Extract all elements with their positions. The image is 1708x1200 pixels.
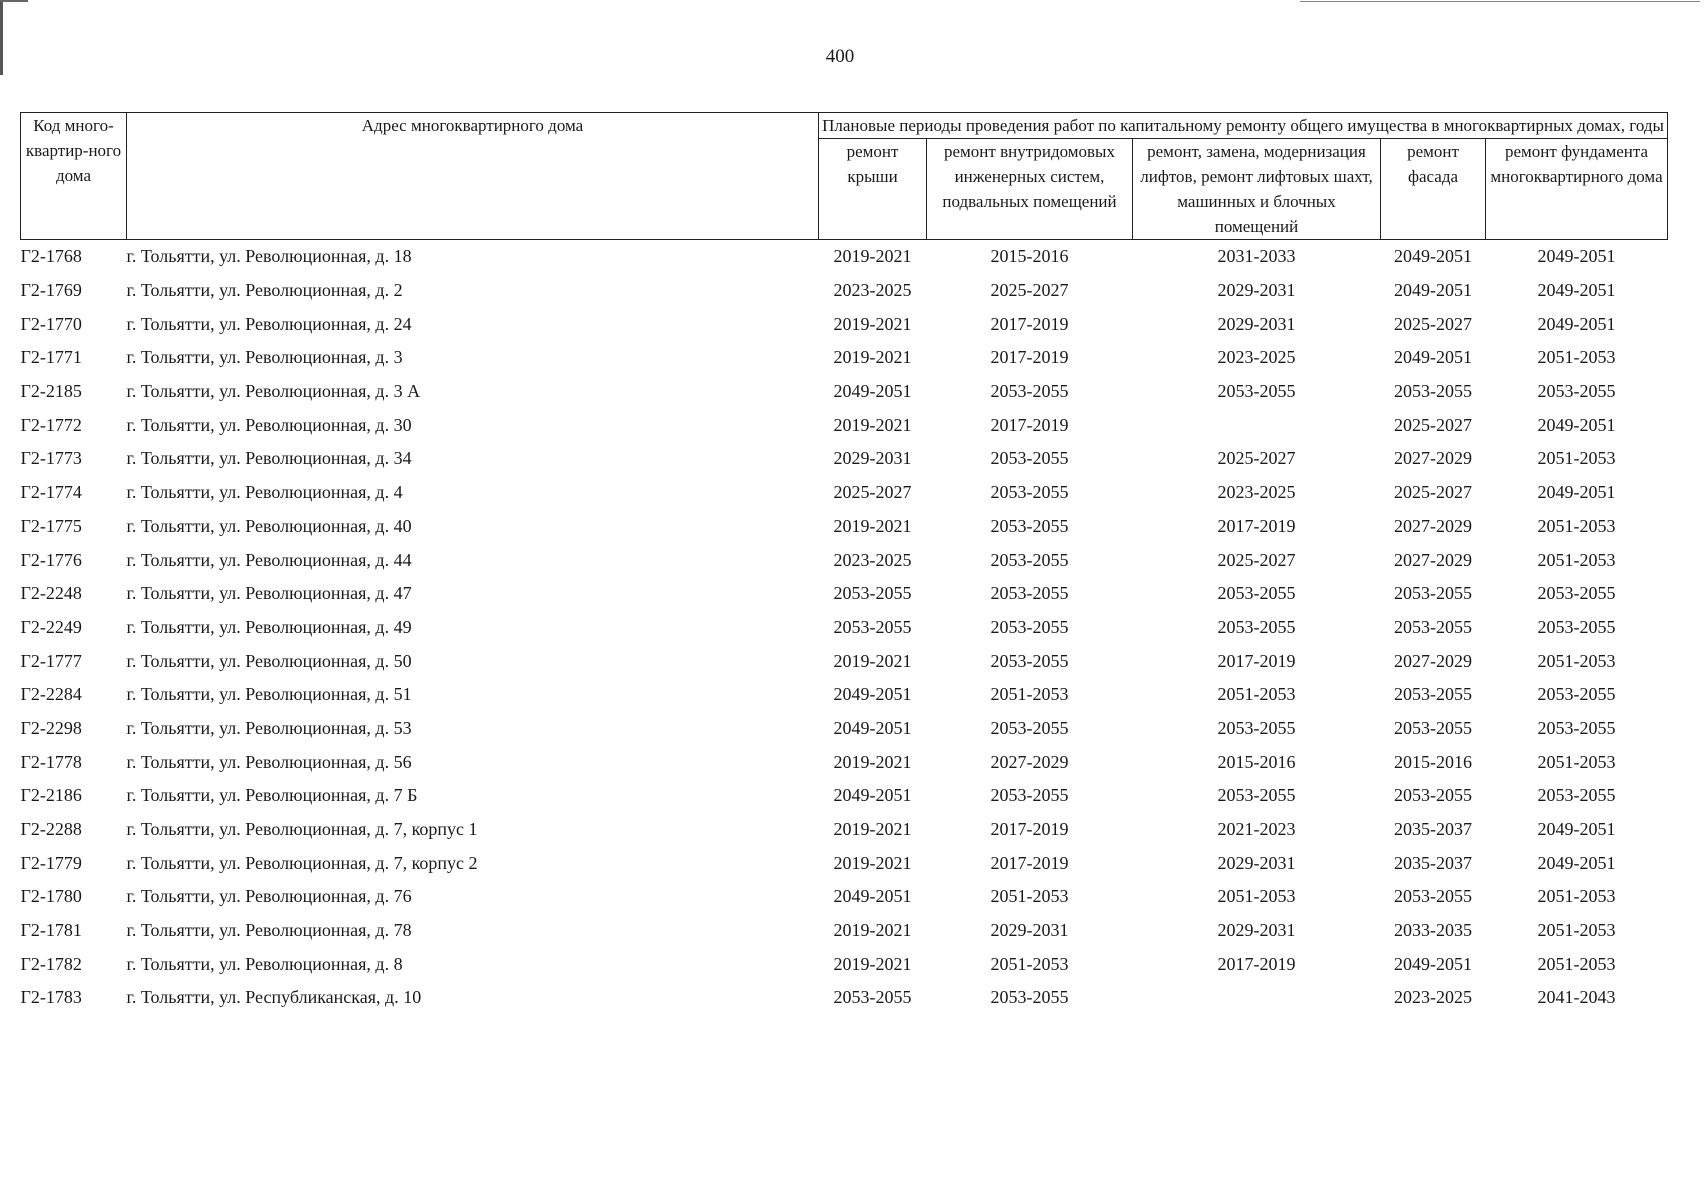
cell-roof: 2053-2055 <box>833 987 912 1008</box>
table-row <box>21 914 1668 948</box>
cell-roof: 2019-2021 <box>833 313 912 334</box>
cell-foundation: 2053-2055 <box>1537 583 1616 604</box>
cell-code: Г2-1775 <box>20 515 82 536</box>
cell-engineering: 2025-2027 <box>990 280 1069 301</box>
table-row <box>21 779 1668 813</box>
cell-roof: 2019-2021 <box>833 920 912 941</box>
cell-engineering: 2053-2055 <box>990 717 1069 738</box>
cell-foundation: 2049-2051 <box>1537 414 1616 435</box>
cell-facade: 2027-2029 <box>1394 448 1472 469</box>
cell-facade: 2027-2029 <box>1394 549 1472 570</box>
cell-address: г. Тольятти, ул. Революционная, д. 78 <box>126 920 412 941</box>
cell-address: г. Тольятти, ул. Революционная, д. 2 <box>126 280 403 301</box>
table-row <box>21 408 1668 442</box>
cell-roof: 2019-2021 <box>833 414 912 435</box>
cell-code: Г2-1776 <box>20 549 82 570</box>
header-facade: ремонт фасада <box>1381 139 1486 240</box>
cell-address: г. Тольятти, ул. Революционная, д. 4 <box>126 482 403 503</box>
cell-address: г. Тольятти, ул. Революционная, д. 7, корпус 1 <box>126 819 478 840</box>
cell-foundation: 2051-2053 <box>1537 347 1616 368</box>
cell-elevators: 2031-2033 <box>1217 246 1296 267</box>
cell-foundation: 2053-2055 <box>1537 684 1616 705</box>
cell-address: г. Тольятти, ул. Революционная, д. 47 <box>126 583 412 604</box>
cell-roof: 2019-2021 <box>833 751 912 772</box>
cell-engineering: 2053-2055 <box>990 549 1069 570</box>
cell-address: г. Тольятти, ул. Республиканская, д. 10 <box>126 987 422 1008</box>
cell-facade: 2049-2051 <box>1394 246 1472 267</box>
cell-elevators: 2021-2023 <box>1217 819 1296 840</box>
cell-code: Г2-1770 <box>20 313 82 334</box>
table-row <box>21 476 1668 510</box>
cell-foundation: 2053-2055 <box>1537 717 1616 738</box>
cell-address: г. Тольятти, ул. Революционная, д. 24 <box>126 313 412 334</box>
cell-roof: 2019-2021 <box>833 819 912 840</box>
cell-engineering: 2015-2016 <box>990 246 1069 267</box>
cell-elevators: 2017-2019 <box>1217 515 1296 536</box>
cell-code: Г2-2186 <box>20 785 82 806</box>
cell-engineering: 2017-2019 <box>990 414 1069 435</box>
table-row <box>21 274 1668 308</box>
cell-address: г. Тольятти, ул. Революционная, д. 56 <box>126 751 412 772</box>
cell-address: г. Тольятти, ул. Революционная, д. 7, корпус 2 <box>126 852 478 873</box>
cell-address: г. Тольятти, ул. Революционная, д. 76 <box>126 886 412 907</box>
cell-foundation: 2051-2053 <box>1537 920 1616 941</box>
cell-address: г. Тольятти, ул. Революционная, д. 7 Б <box>126 785 418 806</box>
cell-facade: 2049-2051 <box>1394 953 1472 974</box>
cell-engineering: 2053-2055 <box>990 448 1069 469</box>
header-periods-group: Плановые периоды проведения работ по капитальному ремонту общего имущества в многоквартирных домах, годы <box>819 113 1668 139</box>
cell-roof: 2053-2055 <box>833 616 912 637</box>
table-row <box>21 341 1668 375</box>
table-row <box>21 240 1668 274</box>
table-row <box>21 947 1668 981</box>
cell-address: г. Тольятти, ул. Революционная, д. 44 <box>126 549 412 570</box>
cell-roof: 2019-2021 <box>833 852 912 873</box>
cell-facade: 2053-2055 <box>1394 886 1472 907</box>
cell-engineering: 2053-2055 <box>990 785 1069 806</box>
cell-facade: 2053-2055 <box>1394 785 1472 806</box>
header-roof: ремонт крыши <box>819 139 927 240</box>
cell-address: г. Тольятти, ул. Революционная, д. 40 <box>126 515 412 536</box>
cell-facade: 2027-2029 <box>1394 650 1472 671</box>
cell-foundation: 2049-2051 <box>1537 280 1616 301</box>
table-header <box>21 113 1668 240</box>
cell-engineering: 2017-2019 <box>990 347 1069 368</box>
table-row <box>21 846 1668 880</box>
cell-address: г. Тольятти, ул. Революционная, д. 30 <box>126 414 412 435</box>
cell-engineering: 2053-2055 <box>990 987 1069 1008</box>
cell-foundation: 2053-2055 <box>1537 616 1616 637</box>
table-row <box>21 307 1668 341</box>
cell-roof: 2049-2051 <box>833 886 912 907</box>
table-row <box>21 880 1668 914</box>
cell-roof: 2049-2051 <box>833 684 912 705</box>
cell-engineering: 2029-2031 <box>990 920 1069 941</box>
cell-engineering: 2017-2019 <box>990 313 1069 334</box>
cell-code: Г2-1772 <box>20 414 82 435</box>
cell-foundation: 2049-2051 <box>1537 819 1616 840</box>
cell-foundation: 2051-2053 <box>1537 886 1616 907</box>
cell-code: Г2-1771 <box>20 347 82 368</box>
cell-roof: 2019-2021 <box>833 650 912 671</box>
cell-foundation: 2051-2053 <box>1537 549 1616 570</box>
cell-code: Г2-1780 <box>20 886 82 907</box>
cell-roof: 2019-2021 <box>833 953 912 974</box>
cell-engineering: 2053-2055 <box>990 616 1069 637</box>
cell-address: г. Тольятти, ул. Революционная, д. 18 <box>126 246 412 267</box>
cell-address: г. Тольятти, ул. Революционная, д. 34 <box>126 448 412 469</box>
cell-elevators: 2023-2025 <box>1217 482 1296 503</box>
cell-roof: 2019-2021 <box>833 515 912 536</box>
cell-roof: 2049-2051 <box>833 381 912 402</box>
cell-foundation: 2041-2043 <box>1537 987 1616 1008</box>
cell-elevators: 2029-2031 <box>1217 280 1296 301</box>
cell-engineering: 2017-2019 <box>990 852 1069 873</box>
cell-elevators <box>1133 981 1381 1015</box>
cell-elevators: 2017-2019 <box>1217 953 1296 974</box>
cell-elevators: 2051-2053 <box>1217 886 1296 907</box>
cell-elevators: 2017-2019 <box>1217 650 1296 671</box>
cell-code: Г2-2248 <box>20 583 82 604</box>
cell-elevators: 2029-2031 <box>1217 852 1296 873</box>
cell-code: Г2-2298 <box>20 717 82 738</box>
cell-facade: 2049-2051 <box>1394 347 1472 368</box>
cell-foundation: 2053-2055 <box>1537 381 1616 402</box>
table-row <box>21 712 1668 746</box>
cell-elevators: 2051-2053 <box>1217 684 1296 705</box>
cell-code: Г2-1777 <box>20 650 82 671</box>
table-row <box>21 644 1668 678</box>
cell-code: Г2-1781 <box>20 920 82 941</box>
cell-elevators: 2025-2027 <box>1217 549 1296 570</box>
cell-code: Г2-2288 <box>20 819 82 840</box>
cell-address: г. Тольятти, ул. Революционная, д. 3 <box>126 347 403 368</box>
cell-foundation: 2051-2053 <box>1537 751 1616 772</box>
cell-elevators: 2053-2055 <box>1217 616 1296 637</box>
table-body <box>21 240 1668 1015</box>
table-row <box>21 442 1668 476</box>
cell-roof: 2049-2051 <box>833 717 912 738</box>
cell-facade: 2015-2016 <box>1394 751 1472 772</box>
header-address: Адрес многоквартирного дома <box>127 113 819 240</box>
cell-code: Г2-1783 <box>20 987 82 1008</box>
cell-foundation: 2049-2051 <box>1537 482 1616 503</box>
table-row <box>21 543 1668 577</box>
cell-address: г. Тольятти, ул. Революционная, д. 50 <box>126 650 412 671</box>
cell-address: г. Тольятти, ул. Революционная, д. 8 <box>126 953 403 974</box>
cell-code: Г2-1782 <box>20 953 82 974</box>
cell-elevators: 2015-2016 <box>1217 751 1296 772</box>
cell-elevators: 2023-2025 <box>1217 347 1296 368</box>
cell-foundation: 2049-2051 <box>1537 313 1616 334</box>
table-row <box>21 510 1668 544</box>
cell-roof: 2049-2051 <box>833 785 912 806</box>
cell-elevators: 2053-2055 <box>1217 717 1296 738</box>
cell-roof: 2025-2027 <box>833 482 912 503</box>
cell-facade: 2053-2055 <box>1394 583 1472 604</box>
cell-engineering: 2053-2055 <box>990 583 1069 604</box>
cell-roof: 2029-2031 <box>833 448 912 469</box>
cell-foundation: 2051-2053 <box>1537 650 1616 671</box>
cell-facade: 2053-2055 <box>1394 684 1472 705</box>
cell-address: г. Тольятти, ул. Революционная, д. 53 <box>126 717 412 738</box>
table-row <box>21 375 1668 409</box>
cell-elevators: 2053-2055 <box>1217 583 1296 604</box>
cell-facade: 2053-2055 <box>1394 381 1472 402</box>
table-row <box>21 611 1668 645</box>
cell-code: Г2-1768 <box>20 246 82 267</box>
cell-address: г. Тольятти, ул. Революционная, д. 51 <box>126 684 412 705</box>
cell-roof: 2019-2021 <box>833 347 912 368</box>
page-number: 400 <box>825 46 855 67</box>
header-code: Код много-квартир-ного дома <box>21 113 127 240</box>
cell-elevators: 2029-2031 <box>1217 313 1296 334</box>
cell-elevators: 2053-2055 <box>1217 381 1296 402</box>
cell-foundation: 2053-2055 <box>1537 785 1616 806</box>
cell-code: Г2-1774 <box>20 482 82 503</box>
cell-engineering: 2053-2055 <box>990 515 1069 536</box>
cell-engineering: 2051-2053 <box>990 684 1069 705</box>
cell-engineering: 2017-2019 <box>990 819 1069 840</box>
cell-engineering: 2051-2053 <box>990 886 1069 907</box>
cell-facade: 2027-2029 <box>1394 515 1472 536</box>
cell-foundation: 2049-2051 <box>1537 246 1616 267</box>
cell-elevators: 2053-2055 <box>1217 785 1296 806</box>
cell-address: г. Тольятти, ул. Революционная, д. 3 А <box>126 381 421 402</box>
cell-code: Г2-2185 <box>20 381 82 402</box>
cell-facade: 2025-2027 <box>1394 482 1472 503</box>
cell-code: Г2-1778 <box>20 751 82 772</box>
cell-engineering: 2053-2055 <box>990 381 1069 402</box>
table-row <box>21 745 1668 779</box>
cell-foundation: 2051-2053 <box>1537 953 1616 974</box>
cell-facade: 2035-2037 <box>1394 852 1472 873</box>
cell-roof: 2023-2025 <box>833 280 912 301</box>
cell-engineering: 2053-2055 <box>990 650 1069 671</box>
cell-facade: 2033-2035 <box>1394 920 1472 941</box>
cell-roof: 2019-2021 <box>833 246 912 267</box>
cell-code: Г2-1779 <box>20 852 82 873</box>
capital-repair-schedule-table <box>20 112 1668 1015</box>
cell-code: Г2-1769 <box>20 280 82 301</box>
cell-code: Г2-1773 <box>20 448 82 469</box>
cell-elevators: 2025-2027 <box>1217 448 1296 469</box>
header-engineering: ремонт внутридомовых инженерных систем, подвальных помещений <box>927 139 1133 240</box>
cell-code: Г2-2284 <box>20 684 82 705</box>
scan-top-line <box>1300 1 1700 2</box>
table-row <box>21 813 1668 847</box>
cell-facade: 2035-2037 <box>1394 819 1472 840</box>
table-row <box>21 981 1668 1015</box>
cell-roof: 2023-2025 <box>833 549 912 570</box>
cell-code: Г2-2249 <box>20 616 82 637</box>
table-row <box>21 678 1668 712</box>
cell-facade: 2023-2025 <box>1394 987 1472 1008</box>
cell-facade: 2025-2027 <box>1394 414 1472 435</box>
cell-foundation: 2049-2051 <box>1537 852 1616 873</box>
cell-engineering: 2051-2053 <box>990 953 1069 974</box>
cell-elevators: 2029-2031 <box>1217 920 1296 941</box>
cell-foundation: 2051-2053 <box>1537 515 1616 536</box>
cell-foundation: 2051-2053 <box>1537 448 1616 469</box>
cell-engineering: 2027-2029 <box>990 751 1069 772</box>
cell-elevators <box>1133 408 1381 442</box>
header-foundation: ремонт фундамента многоквартирного дома <box>1486 139 1668 240</box>
scan-corner-mark <box>0 0 28 2</box>
header-elevators: ремонт, замена, модернизация лифтов, ремонт лифтовых шахт, машинных и блочных помещений <box>1133 139 1381 240</box>
cell-facade: 2025-2027 <box>1394 313 1472 334</box>
cell-facade: 2053-2055 <box>1394 717 1472 738</box>
cell-address: г. Тольятти, ул. Революционная, д. 49 <box>126 616 412 637</box>
cell-facade: 2053-2055 <box>1394 616 1472 637</box>
cell-roof: 2053-2055 <box>833 583 912 604</box>
cell-facade: 2049-2051 <box>1394 280 1472 301</box>
cell-engineering: 2053-2055 <box>990 482 1069 503</box>
table-row <box>21 577 1668 611</box>
